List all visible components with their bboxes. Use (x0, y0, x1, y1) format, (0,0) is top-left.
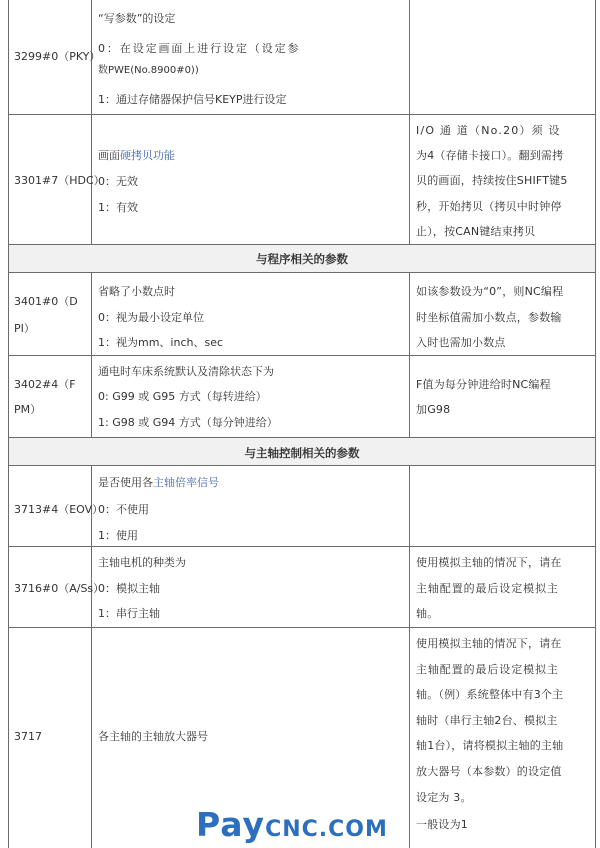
param-code: 3301#7（HDC） (14, 174, 105, 187)
option-0: 0：无效 (98, 175, 138, 188)
section-header-spindle (8, 438, 596, 466)
param-title-text: 画面 (98, 149, 120, 162)
param-title: 主轴电机的种类为 (98, 556, 186, 569)
param-title: 省略了小数点时 (98, 285, 175, 298)
section-title: 与程序相关的参数 (256, 252, 348, 266)
param-code-line-2: PI） (14, 322, 35, 335)
param-code-line-1: 3402#4（F (14, 378, 76, 391)
code-cell (9, 356, 92, 437)
note-cell (410, 0, 596, 114)
code-cell (9, 115, 105, 244)
note-line: 放大器号（本参数）的设定值 (416, 765, 562, 778)
option-0-line-2: 数PWE(No.8900#0)) (98, 65, 199, 76)
table-row-3299 (8, 0, 596, 115)
note-line: 轴。 (416, 607, 439, 620)
description-cell (92, 273, 410, 355)
description-cell (92, 547, 410, 627)
table-row-3401 (8, 273, 596, 356)
param-title: “写参数”的设定 (98, 12, 176, 25)
note-cell (410, 115, 596, 244)
option-1: 1：使用 (98, 529, 138, 542)
note-line: 为4（存储卡接口）。翻到需拷 (416, 149, 564, 162)
code-cell (9, 466, 104, 546)
option-1: 1：视为mm、inch、sec (98, 336, 224, 349)
note-line: I/O 通 道（No.20）须 设 (416, 124, 561, 137)
note-line: 设定为 3。 (416, 791, 472, 804)
option-1: 1：通过存储器保护信号KEYP进行设定 (98, 93, 287, 106)
note-cell (410, 547, 596, 627)
table-row-3713 (8, 466, 596, 547)
note-cell (410, 356, 596, 437)
hardcopy-link[interactable]: 硬拷贝功能 (120, 149, 175, 162)
param-code: 3713#4（EOV） (14, 503, 104, 516)
param-title-text: 是否使用各 (98, 476, 153, 489)
note-line: 轴时（串行主轴2台、模拟主 (416, 714, 558, 727)
option-0: 0: G99 或 G95 方式（每转进给） (98, 390, 267, 403)
code-cell (9, 547, 105, 627)
watermark-pay: Pay (196, 805, 266, 844)
section-header-program (8, 245, 596, 273)
note-cell (410, 466, 596, 546)
option-0: 0：不使用 (98, 503, 149, 516)
note-line: 主轴配置的最后设定模拟主 (416, 582, 559, 595)
note-line: 加G98 (416, 403, 451, 416)
option-0-line-1: 0：在设定画面上进行设定（设定参 (98, 42, 301, 55)
param-code: 3716#0（A/Ss） (14, 582, 105, 595)
note-line: 使用模拟主轴的情况下，请在 (416, 637, 562, 650)
param-code: 3299#0（PKY） (14, 50, 101, 63)
description-cell (92, 0, 410, 114)
table-row-3301 (8, 115, 596, 245)
description-cell (92, 356, 410, 437)
note-line: 秒，开始拷贝（拷贝中时钟停 (416, 200, 562, 213)
table-row-3716 (8, 547, 596, 628)
param-title (98, 149, 175, 163)
note-line: 轴1台），请将模拟主轴的主轴 (416, 739, 564, 752)
note-line: 一般设为1 (416, 818, 468, 831)
note-line: F值为每分钟进给时NC编程 (416, 378, 551, 391)
param-code: 3717 (14, 730, 42, 743)
code-cell (9, 0, 101, 114)
note-line: 轴。（例）系统整体中有3个主 (416, 688, 564, 701)
table-row-3402 (8, 356, 596, 438)
description-cell (92, 115, 410, 244)
section-title: 与主轴控制相关的参数 (244, 446, 360, 460)
code-cell (9, 628, 92, 848)
param-title: 通电时车床系统默认及清除状态下为 (98, 365, 274, 378)
option-0: 0：模拟主轴 (98, 582, 160, 595)
spindle-override-link[interactable]: 主轴倍率信号 (153, 476, 219, 489)
option-1: 1：有效 (98, 201, 138, 214)
option-1: 1：串行主轴 (98, 607, 160, 620)
code-cell (9, 273, 92, 355)
note-line: 止），按CAN键结束拷贝 (416, 225, 536, 238)
note-line: 主轴配置的最后设定模拟主 (416, 663, 559, 676)
param-code-line-1: 3401#0（D (14, 295, 78, 308)
note-line: 使用模拟主轴的情况下，请在 (416, 556, 562, 569)
watermark-domain: CNC.COM (265, 817, 388, 842)
param-code-line-2: PM） (14, 403, 42, 416)
note-line: 贝的画面，持续按住SHIFT键5 (416, 174, 568, 187)
note-line: 如该参数设为“0”，则NC编程 (416, 285, 564, 298)
note-cell (410, 273, 596, 355)
option-0: 0：视为最小设定单位 (98, 311, 204, 324)
paycnc-watermark (196, 805, 388, 844)
param-title (98, 476, 219, 490)
note-cell (410, 628, 596, 848)
description-cell (92, 466, 410, 546)
option-1: 1: G98 或 G94 方式（每分钟进给） (98, 416, 278, 429)
param-title: 各主轴的主轴放大器号 (98, 730, 208, 743)
note-line: 时坐标值需加小数点，参数输 (416, 311, 562, 324)
note-line: 入时也需加小数点 (416, 336, 506, 349)
